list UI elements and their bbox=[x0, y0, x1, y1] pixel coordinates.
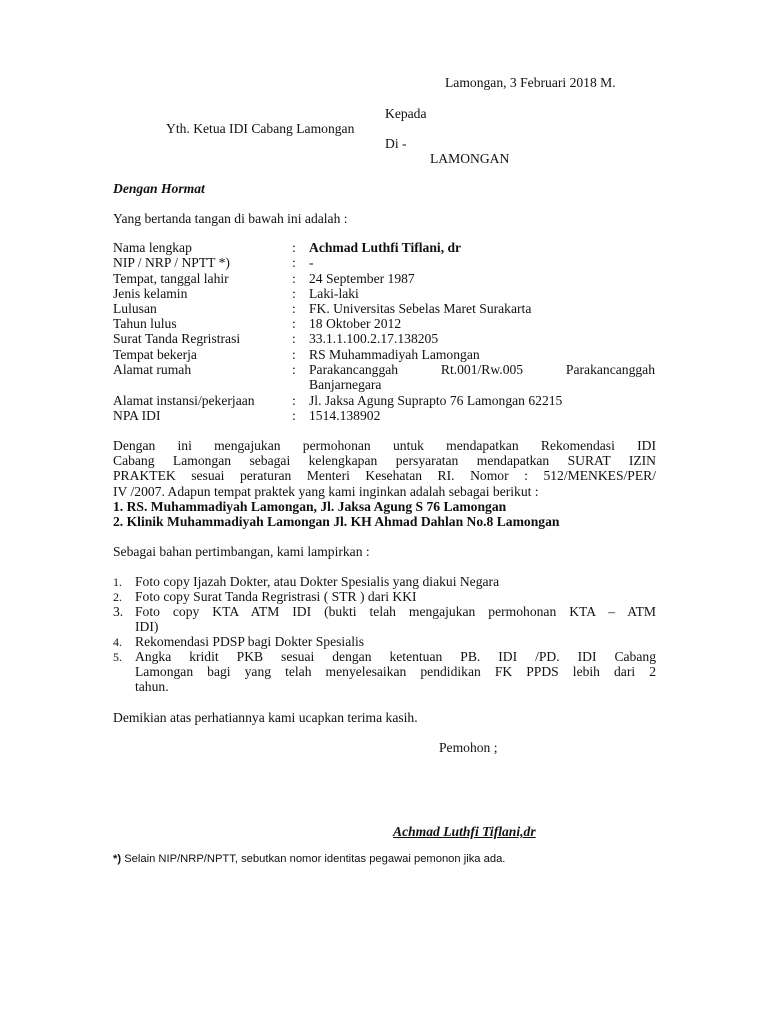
field-row bbox=[0, 393, 768, 408]
field-value: Parakancanggah Rt.001/Rw.005 Parakancanggah bbox=[309, 362, 655, 377]
list-text: Foto copy Surat Tanda Regristrasi ( STR ) dari KKI bbox=[135, 589, 417, 604]
list-text: Foto copy KTA ATM IDI (bukti telah mengajukan permohonan KTA – ATM bbox=[135, 604, 656, 619]
field-row bbox=[0, 255, 768, 270]
footnote-mark: *) bbox=[113, 853, 122, 865]
field-value: 18 Oktober 2012 bbox=[309, 316, 402, 331]
greeting: Dengan Hormat bbox=[113, 181, 205, 196]
field-label: Alamat instansi/pekerjaan bbox=[113, 393, 255, 408]
signature-name: Achmad Luthfi Tiflani,dr bbox=[393, 824, 536, 839]
di-label: Di - bbox=[385, 136, 407, 151]
practice-place: 2. Klinik Muhammadiyah Lamongan Jl. KH Ahmad Dahlan No.8 Lamongan bbox=[113, 514, 560, 529]
paragraph-line: Cabang Lamongan sebagai kelengkapan persyaratan mendapatkan SURAT IZIN bbox=[113, 453, 656, 468]
list-item bbox=[0, 574, 768, 589]
field-colon: : bbox=[292, 301, 296, 316]
field-label: Jenis kelamin bbox=[113, 286, 188, 301]
field-label: Lulusan bbox=[113, 301, 157, 316]
field-value: FK. Universitas Sebelas Maret Surakarta bbox=[309, 301, 532, 316]
list-text: Foto copy Ijazah Dokter, atau Dokter Spesialis yang diakui Negara bbox=[135, 574, 500, 589]
field-value-line2: Banjarnegara bbox=[309, 377, 382, 392]
field-colon: : bbox=[292, 347, 296, 362]
list-number: 5. bbox=[113, 650, 122, 664]
field-row bbox=[0, 240, 768, 255]
field-label: Surat Tanda Regristrasi bbox=[113, 331, 241, 346]
field-value: Achmad Luthfi Tiflani, dr bbox=[309, 240, 462, 255]
field-colon: : bbox=[292, 286, 296, 301]
paragraph-line: IV /2007. Adapun tempat praktek yang kami inginkan adalah sebagai berikut : bbox=[113, 484, 539, 499]
field-row bbox=[0, 408, 768, 423]
field-row bbox=[0, 301, 768, 316]
field-row bbox=[0, 286, 768, 301]
list-text: Rekomendasi PDSP bagi Dokter Spesialis bbox=[135, 634, 365, 649]
field-colon: : bbox=[292, 316, 296, 331]
footnote bbox=[113, 852, 505, 867]
field-colon: : bbox=[292, 408, 296, 423]
field-row bbox=[0, 347, 768, 362]
list-text: Angka kridit PKB sesuai dengan ketentuan PB. IDI /PD. IDI Cabang bbox=[135, 649, 656, 664]
kepada-label: Kepada bbox=[385, 106, 427, 121]
list-number: 4. bbox=[113, 635, 122, 649]
list-item bbox=[0, 604, 768, 634]
field-colon: : bbox=[292, 331, 296, 346]
field-row bbox=[0, 316, 768, 331]
footnote-text: Selain NIP/NRP/NPTT, sebutkan nomor identitas pegawai pemonon jika ada. bbox=[121, 853, 506, 865]
list-text-line3: tahun. bbox=[135, 679, 169, 694]
applicant-label: Pemohon ; bbox=[439, 740, 498, 755]
list-item bbox=[0, 589, 768, 604]
field-label: Tempat, tanggal lahir bbox=[113, 271, 229, 286]
field-colon: : bbox=[292, 240, 296, 255]
list-item bbox=[0, 649, 768, 694]
recipient-city: LAMONGAN bbox=[430, 151, 510, 166]
list-item bbox=[0, 634, 768, 649]
closing-text: Demikian atas perhatiannya kami ucapkan terima kasih. bbox=[113, 710, 418, 725]
field-colon: : bbox=[292, 362, 296, 377]
intro-text: Yang bertanda tangan di bawah ini adalah : bbox=[113, 211, 348, 226]
practice-place: 1. RS. Muhammadiyah Lamongan, Jl. Jaksa Agung S 76 Lamongan bbox=[113, 499, 507, 514]
paragraph-line: Dengan ini mengajukan permohonan untuk mendapatkan Rekomendasi IDI bbox=[113, 438, 656, 453]
field-label: NIP / NRP / NPTT *) bbox=[113, 255, 230, 270]
field-label: Alamat rumah bbox=[113, 362, 192, 377]
list-number: 2. bbox=[113, 590, 122, 604]
field-label: Nama lengkap bbox=[113, 240, 192, 255]
attachments-intro: Sebagai bahan pertimbangan, kami lampirkan : bbox=[113, 544, 370, 559]
field-value: Laki-laki bbox=[309, 286, 359, 301]
field-label: Tempat bekerja bbox=[113, 347, 197, 362]
recipient: Yth. Ketua IDI Cabang Lamongan bbox=[166, 121, 355, 136]
field-value: 24 September 1987 bbox=[309, 271, 415, 286]
field-row bbox=[0, 362, 768, 392]
field-row bbox=[0, 331, 768, 346]
field-colon: : bbox=[292, 271, 296, 286]
place-date: Lamongan, 3 Februari 2018 M. bbox=[445, 75, 616, 90]
field-label: NPA IDI bbox=[113, 408, 161, 423]
list-number: 3. bbox=[113, 604, 124, 619]
field-value: - bbox=[309, 255, 314, 270]
field-colon: : bbox=[292, 393, 296, 408]
list-text-line2: IDI) bbox=[135, 619, 159, 634]
paragraph-line: PRAKTEK sesuai peraturan Menteri Kesehatan RI. Nomor : 512/MENKES/PER/ bbox=[113, 468, 656, 483]
field-value: Jl. Jaksa Agung Suprapto 76 Lamongan 62215 bbox=[309, 393, 563, 408]
list-number: 1. bbox=[113, 575, 122, 589]
list-text-line2: Lamongan bagi yang telah menyelesaikan pendidikan FK PPDS lebih dari 2 bbox=[135, 664, 656, 679]
field-value: 1514.138902 bbox=[309, 408, 381, 423]
field-value: 33.1.1.100.2.17.138205 bbox=[309, 331, 439, 346]
field-label: Tahun lulus bbox=[113, 316, 177, 331]
field-colon: : bbox=[292, 255, 296, 270]
field-value: RS Muhammadiyah Lamongan bbox=[309, 347, 480, 362]
field-row bbox=[0, 271, 768, 286]
